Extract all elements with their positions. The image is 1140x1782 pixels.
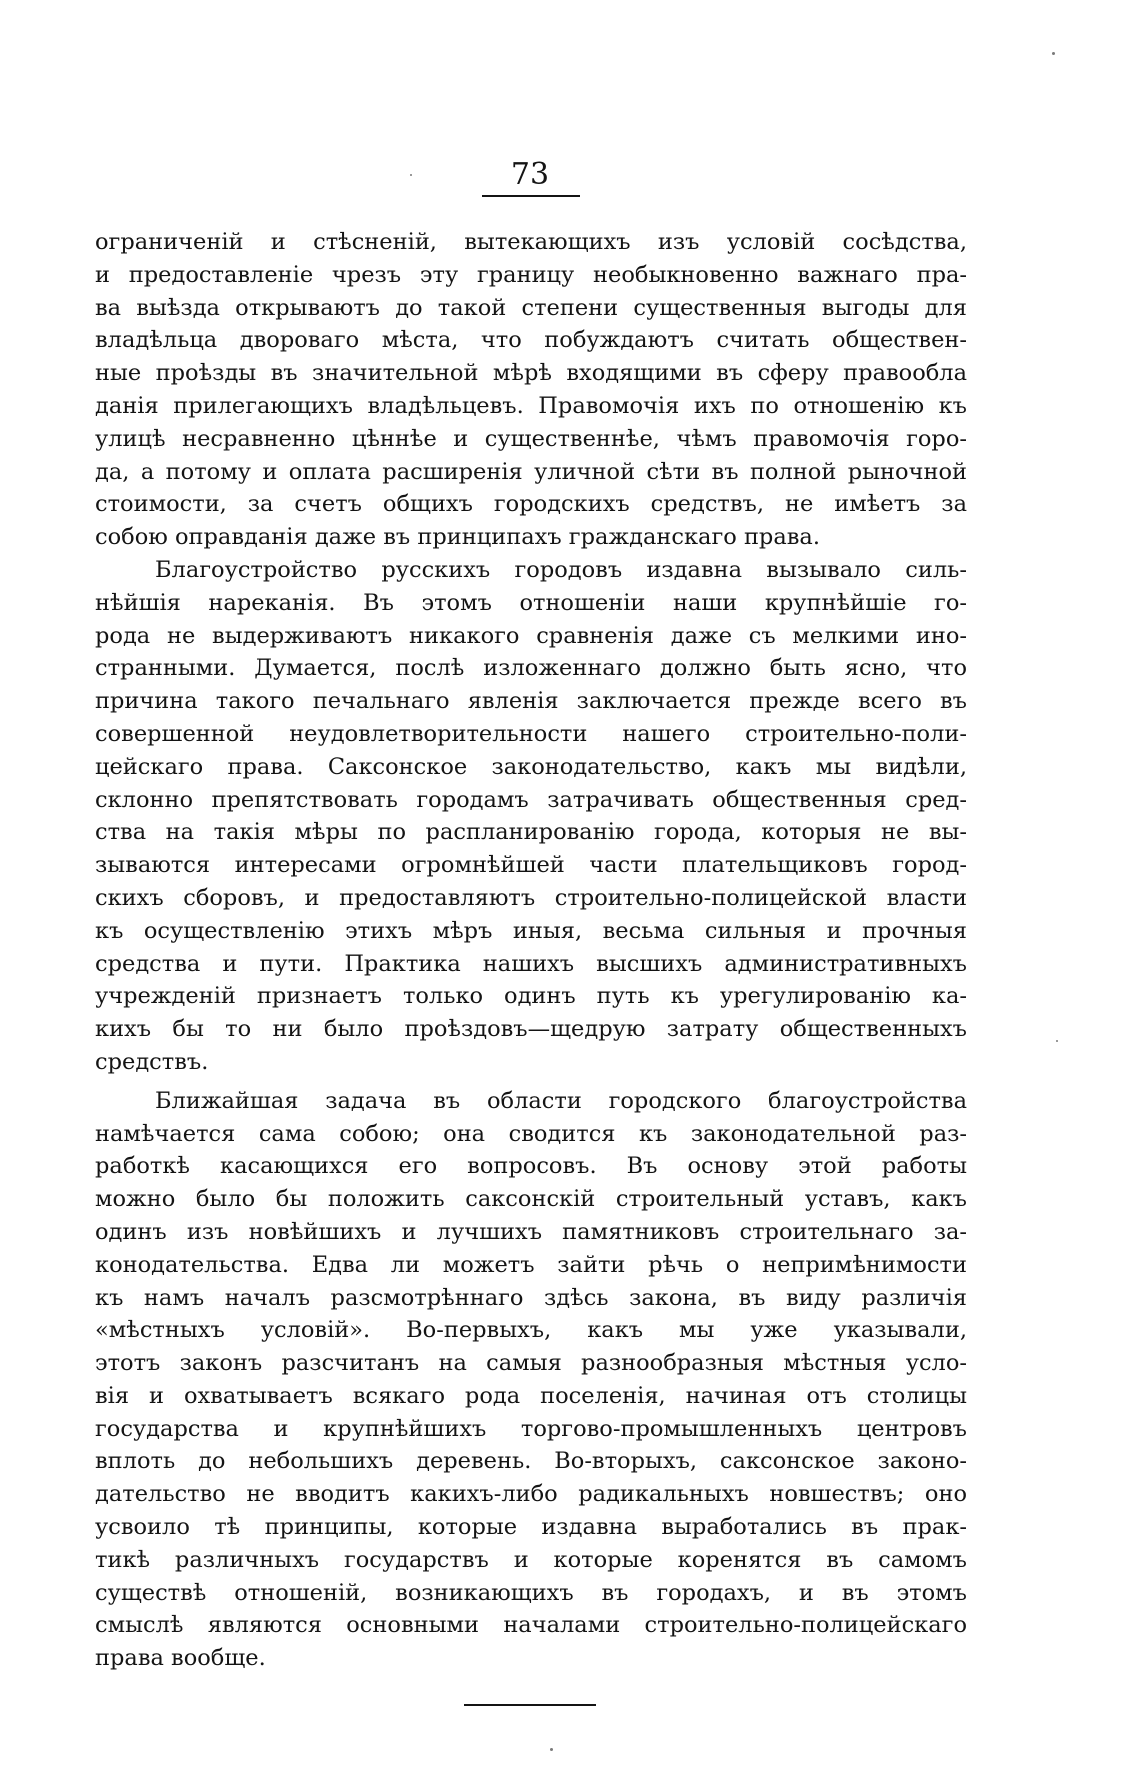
text-line: улицѣ несравненно цѣннѣе и существеннѣе, чѣмъ правомочія горо- <box>95 425 967 452</box>
text-line: существѣ отношеній, возникающихъ въ городахъ, и въ этомъ <box>95 1579 967 1606</box>
text-line: да, а потому и оплата расширенія уличной сѣти въ полной рыночной <box>95 458 967 485</box>
text-line: государства и крупнѣйшихъ торгово-промышленныхъ центровъ <box>95 1415 967 1442</box>
text-line: конодательства. Едва ли можетъ зайти рѣчь о непримѣнимости <box>95 1251 967 1278</box>
text-line: нѣйшія нареканія. Въ этомъ отношеніи наши крупнѣйшіе го- <box>95 589 967 616</box>
text-line: средствъ. <box>95 1048 209 1075</box>
text-line: владѣльца двороваго мѣста, что побуждаютъ считать обществен- <box>95 327 967 354</box>
text-line: учрежденій признаетъ только одинъ путь къ урегулированію ка- <box>95 983 967 1010</box>
paragraph-1 <box>95 226 967 554</box>
text-line: средства и пути. Практика нашихъ высшихъ административныхъ <box>95 950 967 977</box>
paper-speck <box>1052 52 1055 55</box>
text-line: можно было бы положить саксонскій строительный уставъ, какъ <box>95 1186 967 1213</box>
paper-speck <box>410 174 412 176</box>
text-line: ства на такія мѣры по распланированію города, которыя не вы- <box>95 819 967 846</box>
text-line: къ осуществленію этихъ мѣръ иныя, весьма сильныя и прочныя <box>95 917 967 944</box>
text-line: работкѣ касающихся его вопросовъ. Въ основу этой работы <box>95 1153 967 1180</box>
text-line: причина такого печальнаго явленія заключается прежде всего въ <box>95 688 967 715</box>
text-line: дательство не вводитъ какихъ-либо радикальныхъ новшествъ; оно <box>95 1481 967 1508</box>
paper-speck <box>1056 1040 1058 1042</box>
text-line: Ближайшая задача въ области городского благоустройства <box>155 1087 967 1114</box>
text-line: усвоило тѣ принципы, которые издавна выработались въ прак- <box>95 1514 967 1541</box>
text-line: стоимости, за счетъ общихъ городскихъ средствъ, не имѣетъ за <box>95 491 967 518</box>
text-line: ные проѣзды въ значительной мѣрѣ входящими въ сферу правообла <box>95 360 967 387</box>
body-text <box>95 226 967 1675</box>
text-line: и предоставленіе чрезъ эту границу необыкновенно важнаго пра- <box>95 261 967 288</box>
page-number: 73 <box>510 157 550 192</box>
text-line: совершенной неудовлетворительности нашего строительно-поли- <box>95 720 967 747</box>
text-line: ограниченій и стѣсненій, вытекающихъ изъ условій сосѣдства, <box>95 229 967 255</box>
paper-speck <box>550 1748 553 1751</box>
text-line: рода не выдерживаютъ никакого сравненія даже съ мелкими ино- <box>95 622 967 649</box>
text-line: тикѣ различныхъ государствъ и которые коренятся въ самомъ <box>95 1546 967 1573</box>
text-line: «мѣстныхъ условій». Во-первыхъ, какъ мы уже указывали, <box>95 1317 967 1344</box>
text-line: зываются интересами огромнѣйшей части плательщиковъ город- <box>95 852 967 879</box>
paragraph-2 <box>95 554 967 1079</box>
text-line: ва выѣзда открываютъ до такой степени существенныя выгоды для <box>95 294 967 321</box>
text-line: скихъ сборовъ, и предоставляютъ строительно-полицейской власти <box>95 884 967 911</box>
text-line: данія прилегающихъ владѣльцевъ. Правомочія ихъ по отношенію къ <box>95 392 967 419</box>
end-rule <box>464 1704 596 1706</box>
text-line: къ намъ началъ разсмотрѣннаго здѣсь закона, въ виду различія <box>95 1284 967 1311</box>
text-line: намѣчается сама собою; она сводится къ законодательной раз- <box>95 1120 967 1147</box>
text-line: Благоустройство русскихъ городовъ издавна вызывало силь- <box>155 556 967 583</box>
paragraph-3 <box>95 1085 967 1675</box>
text-line: права вообще. <box>95 1645 266 1672</box>
text-line: одинъ изъ новѣйшихъ и лучшихъ памятниковъ строительнаго за- <box>95 1218 967 1245</box>
text-line: смыслѣ являются основными началами строительно-полицейскаго <box>95 1612 967 1639</box>
text-line: странными. Думается, послѣ изложеннаго должно быть ясно, что <box>95 655 967 682</box>
text-line: цейскаго права. Саксонское законодательство, какъ мы видѣли, <box>95 753 967 780</box>
text-line: склонно препятствовать городамъ затрачивать общественныя сред- <box>95 786 967 813</box>
page-number-rule <box>482 195 580 197</box>
text-line: вія и охватываетъ всякаго рода поселенія, начиная отъ столицы <box>95 1382 967 1409</box>
text-line: этотъ законъ разсчитанъ на самыя разнообразныя мѣстныя усло- <box>95 1350 967 1377</box>
text-line: вплоть до небольшихъ деревень. Во-вторыхъ, саксонское законо- <box>95 1448 967 1475</box>
text-line: кихъ бы то ни было проѣздовъ—щедрую затрату общественныхъ <box>95 1016 967 1043</box>
text-line: собою оправданія даже въ принципахъ гражданскаго права. <box>95 524 820 551</box>
